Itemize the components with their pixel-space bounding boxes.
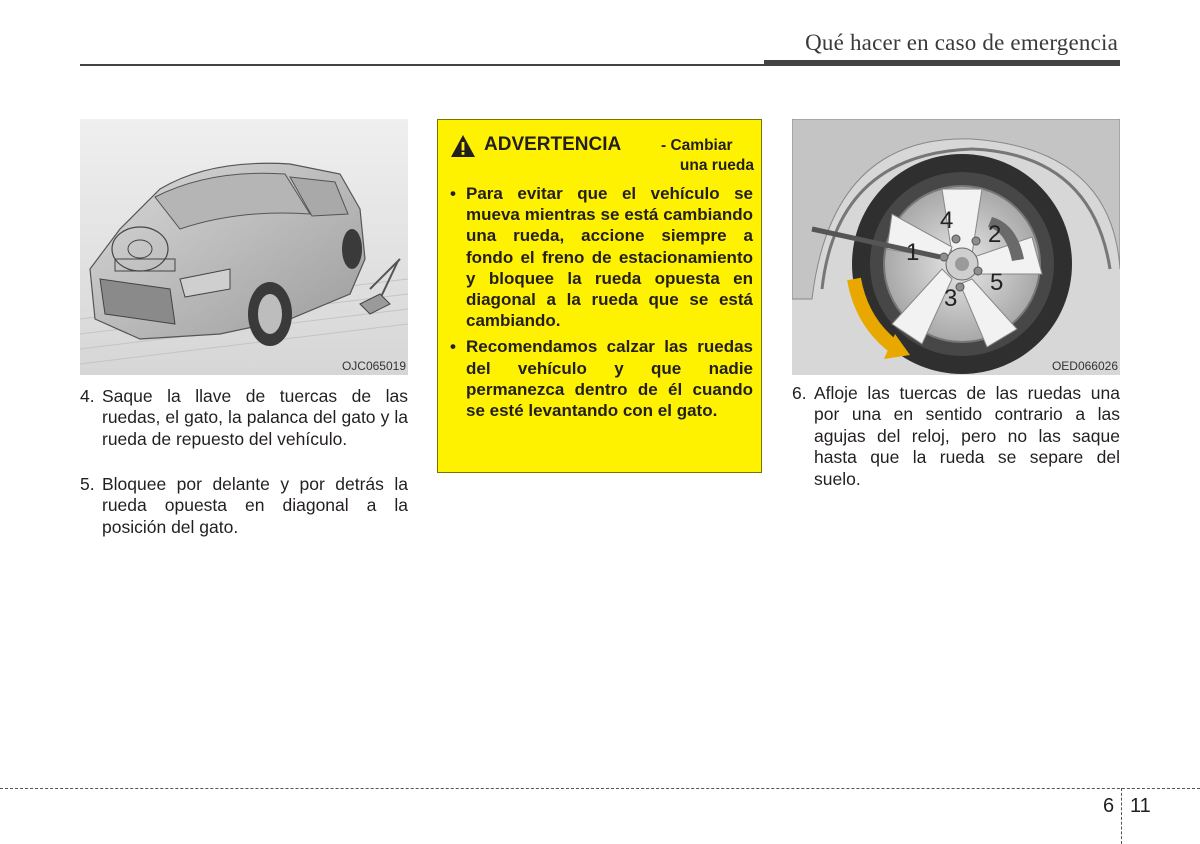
header-rule: [80, 64, 764, 66]
lug-label-5: 5: [990, 269, 1004, 296]
step-6: [792, 383, 1120, 490]
warning-subtitle: - Cambiar: [661, 137, 733, 154]
lug-label-1: 1: [906, 239, 920, 266]
step-4: [80, 386, 408, 450]
warning-item: [450, 183, 753, 331]
car-jack-drawing: [80, 119, 408, 375]
figure-code: OED066026: [1051, 359, 1118, 373]
step-number: 6.: [792, 383, 807, 403]
wheel-lug-nut-illustration: [792, 119, 1120, 375]
footer-divider: [1121, 788, 1122, 844]
warning-title: ADVERTENCIA: [484, 134, 622, 155]
warning-box: [437, 119, 762, 473]
page-number: 11: [1130, 795, 1151, 817]
warning-subtitle: una rueda: [679, 157, 754, 174]
step-text: Bloquee por delante y por detrás la rueda opuesta en diagonal a la posición del gato.: [102, 474, 408, 537]
header-rule-accent: [764, 60, 1120, 66]
figure-code: OJC065019: [341, 359, 406, 373]
bullet: •: [450, 184, 456, 203]
step-5: [80, 474, 408, 538]
lug-label-3: 3: [944, 285, 958, 312]
car-jack-illustration: [80, 119, 408, 375]
step-number: 4.: [80, 386, 95, 406]
lug-label-2: 2: [988, 221, 1002, 248]
footer-rule: [0, 788, 1200, 789]
bullet: •: [450, 337, 456, 357]
section-number: 6: [1103, 795, 1115, 817]
running-header: Qué hacer en caso de emergencia: [805, 30, 1118, 55]
warning-item: [450, 336, 753, 421]
warning-list: [450, 183, 753, 426]
wheel-drawing: [792, 119, 1120, 375]
warning-item-text: Recomendamos calzar las ruedas del vehículo y que nadie permanezca dentro de él cuando se esté levantando con el gato.: [466, 337, 753, 421]
step-text: Afloje las tuercas de las ruedas una por una en sentido contrario a las agujas del reloj, pero no las saque hasta que la rueda se separe del suelo.: [814, 383, 1120, 489]
warning-triangle-icon: [450, 134, 476, 158]
warning-item-text: Para evitar que el vehículo se mueva mientras se está cambiando una rueda, accione siempre a fondo el freno de estacionamiento y bloquee la rueda opuesta en diagonal a la rueda que se está cambiando.: [466, 184, 753, 331]
step-number: 5.: [80, 474, 95, 494]
lug-label-4: 4: [940, 207, 954, 234]
warning-header: [450, 134, 754, 174]
step-text: Saque la llave de tuercas de las ruedas, el gato, la palanca del gato y la rueda de repuesto del vehículo.: [102, 386, 408, 449]
